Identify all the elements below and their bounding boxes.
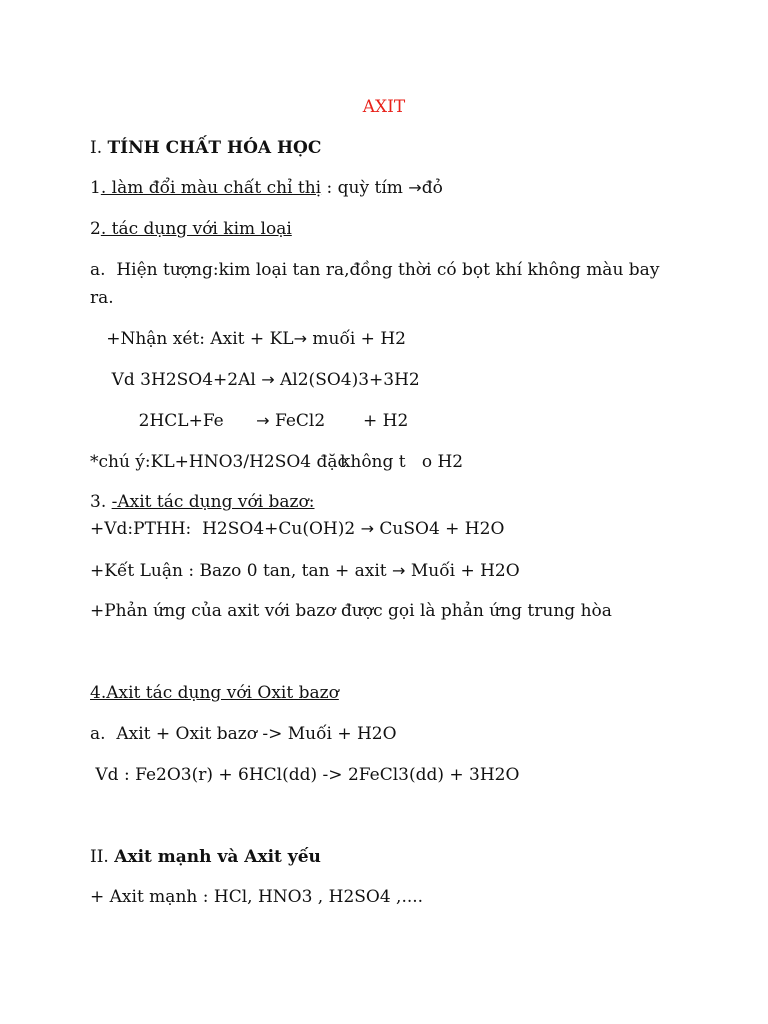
item-4: 4.Axit tác dụng với Oxit bazơ xyxy=(90,683,339,703)
section-1-numeral: I. xyxy=(90,138,108,158)
right-arrow-icon: → xyxy=(360,519,374,538)
remark-right: muối + H2 xyxy=(306,329,406,349)
remark-left: +Nhận xét: Axit + KL xyxy=(90,329,294,349)
note-left: *chú ý:KL+HNO3/H2SO4 đặc xyxy=(90,452,348,472)
right-arrow-icon: → xyxy=(256,411,270,430)
right-arrow-icon: → xyxy=(261,370,275,389)
item-3-text: -Axit tác dụng với bazơ: xyxy=(111,492,315,512)
item-1-text: . làm đổi màu chất chỉ thị xyxy=(100,178,322,198)
item-2-text: . tác dụng với kim loại xyxy=(100,219,292,239)
item-1-number: 1 xyxy=(90,178,101,198)
right-arrow-icon: → xyxy=(392,561,406,580)
item-4-a: a. Axit + Oxit bazơ -> Muối + H2O xyxy=(90,724,397,744)
item-3-example-left: +Vd:PTHH: H2SO4+Cu(OH)2 xyxy=(90,519,361,539)
item-3-example xyxy=(90,518,504,540)
item-2-number: 2 xyxy=(90,219,101,239)
section-2-numeral: II. xyxy=(90,847,115,867)
item-4-example: Vd : Fe2O3(r) + 6HCl(dd) -> 2FeCl3(dd) + 3H2O xyxy=(90,765,520,785)
section-2-heading xyxy=(90,846,321,868)
item-3-number: 3. xyxy=(90,492,112,512)
section-1-title: TÍNH CHẤT HÓA HỌC xyxy=(107,138,322,158)
example-2-right: FeCl2 + H2 xyxy=(269,411,409,431)
right-arrow-icon: → xyxy=(293,329,307,348)
item-3-example-right: CuSO4 + H2O xyxy=(374,519,505,539)
example-1-left: Vd 3H2SO4+2Al xyxy=(90,370,262,390)
page-title: AXIT xyxy=(362,97,406,117)
phenomenon-line-1: a. Hiện tượng:kim loại tan ra,đồng thời có bọt khí không màu bay xyxy=(90,260,660,280)
item-3-reaction: +Phản ứng của axit với bazơ được gọi là phản ứng trung hòa xyxy=(90,601,612,621)
item-2 xyxy=(90,218,292,240)
right-arrow-icon: → xyxy=(408,178,422,197)
example-2 xyxy=(90,410,408,432)
item-3-conclusion xyxy=(90,560,520,582)
item-1-rest: : quỳ tím xyxy=(321,178,409,198)
remark-line xyxy=(90,328,406,350)
example-1 xyxy=(90,369,420,391)
section-1-heading xyxy=(90,137,321,159)
example-2-left: 2HCL+Fe xyxy=(90,411,257,431)
item-3-conclusion-left: +Kết Luận : Bazo 0 tan, tan + axit xyxy=(90,561,393,581)
note-line xyxy=(90,451,463,473)
note-right: không t o H2 xyxy=(340,452,464,472)
section-2-title: Axit mạnh và Axit yếu xyxy=(114,847,321,867)
item-1 xyxy=(90,177,443,199)
item-3 xyxy=(90,491,314,513)
phenomenon-line-2: ra. xyxy=(90,288,114,308)
item-3-conclusion-right: Muối + H2O xyxy=(405,561,520,581)
example-1-right: Al2(SO4)3+3H2 xyxy=(274,370,420,390)
item-1-result: đỏ xyxy=(421,178,443,198)
strong-acids: + Axit mạnh : HCl, HNO3 , H2SO4 ,.... xyxy=(90,887,424,907)
